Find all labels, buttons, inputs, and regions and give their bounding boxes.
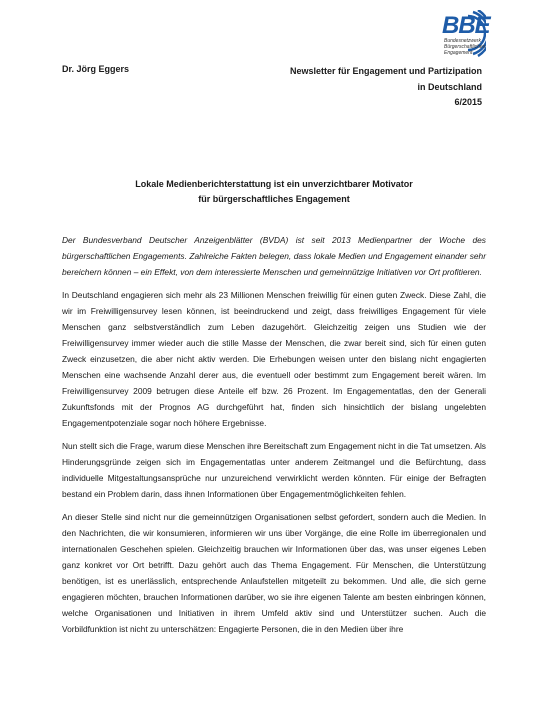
logo-subtitle-line: Bürgerschaftliches [444, 44, 486, 50]
newsletter-subtitle: in Deutschland [417, 81, 482, 92]
article-title-line: für bürgerschaftliches Engagement [198, 194, 350, 204]
article-title-line: Lokale Medienberichterstattung ist ein unverzichtbarer Motivator [135, 179, 413, 189]
logo-subtitle [444, 38, 504, 56]
logo-subtitle-line: Bundesnetzwerk [444, 38, 481, 44]
body-paragraph: In Deutschland engagieren sich mehr als 23 Millionen Menschen freiwillig für einen guten Zweck. Diese Zahl, die wir im Freiwilligensurvey lesen können, ist beeindruckend und zeigt, dass freiwilliges Engagement für viele Menschen ganz selbstverständlich zum Leben dazugehört. Gleichzeitig zeigen uns Studien wie der Freiwilligensurvey immer wieder auch die stille Masse der Menschen, die zwar bereit sind, sich für einen guten Zweck einzusetzen, die aber nicht aktiv werden. Die Erhebungen weisen unter den bislang nicht engagierten Menschen eine wachsende Anzahl derer aus, die eventuell oder bestimmt zum Engagement bereit wären. Im Freiwilligensurvey 2009 betrugen diese Anteile elf bzw. 26 Prozent. Im Engagementatlas, den der Generali Zukunftsfonds mit der Prognos AG durchgeführt hat, finden sich hinsichtlich der bislang ungelebten Engagementpotenziale sogar noch höhere Ergebnisse. [62, 290, 486, 428]
logo-subtitle-line: Engagement [444, 50, 473, 56]
bbe-logo [400, 10, 500, 60]
logo-letters: BBE [442, 12, 490, 39]
issue-number: 6/2015 [454, 97, 482, 107]
article-body [62, 232, 486, 644]
body-paragraph: Nun stellt sich die Frage, warum diese Menschen ihre Bereitschaft zum Engagement nicht in die Tat umsetzen. Als Hinderungsgründe zeigen sich im Engagementatlas unter anderem Zeitmangel und die Befürchtung, dass individuelle Mitgestaltungsansprüche nur unzureichend verwirklicht werden könnten. Für einige der Befragten bestand ein Problem darin, dass ihnen Informationen über Engagementmöglichkeiten fehlen. [62, 441, 486, 499]
intro-paragraph: Der Bundesverband Deutscher Anzeigenblätter (BVDA) ist seit 2013 Medienpartner der Woche des bürgerschaftlichen Engagements. Zahlreiche Fakten belegen, dass lokale Medien und Engagement einander sehr bereichern können – ein Effekt, von dem interessierte Menschen und gemeinnützige Initiativen vor Ort profitieren. [62, 235, 486, 277]
body-paragraph: An dieser Stelle sind nicht nur die gemeinnützigen Organisationen selbst gefordert, sondern auch die Medien. In den Nachrichten, die wir konsumieren, informieren wir uns über Vorgänge, die eine Rolle im überregionalen und internationalen Geschehen spielen. Gleichzeitig brauchen wir Informationen über das, was unser eigenes Leben ganz konkret vor Ort betrifft. Dazu gehört auch das Thema Engagement. Für Menschen, die Unterstützung benötigen, ist es unerlässlich, entsprechende Anlaufstellen mitgeteilt zu bekommen. Und alle, die sich gerne engagieren möchten, brauchen Informationen darüber, wo sie ihre eigenen Talente am besten einbringen können, welche Organisationen und Initiativen in ihrem Umfeld aktiv sind und Unterstützer suchen. Auch die Vorbildfunktion ist nicht zu unterschätzen: Engagierte Personen, die in den Medien über ihre [62, 512, 486, 634]
author-name: Dr. Jörg Eggers [62, 64, 130, 74]
newsletter-info [222, 64, 482, 111]
newsletter-title: Newsletter für Engagement und Partizipation [289, 66, 482, 76]
article-title [62, 177, 486, 207]
